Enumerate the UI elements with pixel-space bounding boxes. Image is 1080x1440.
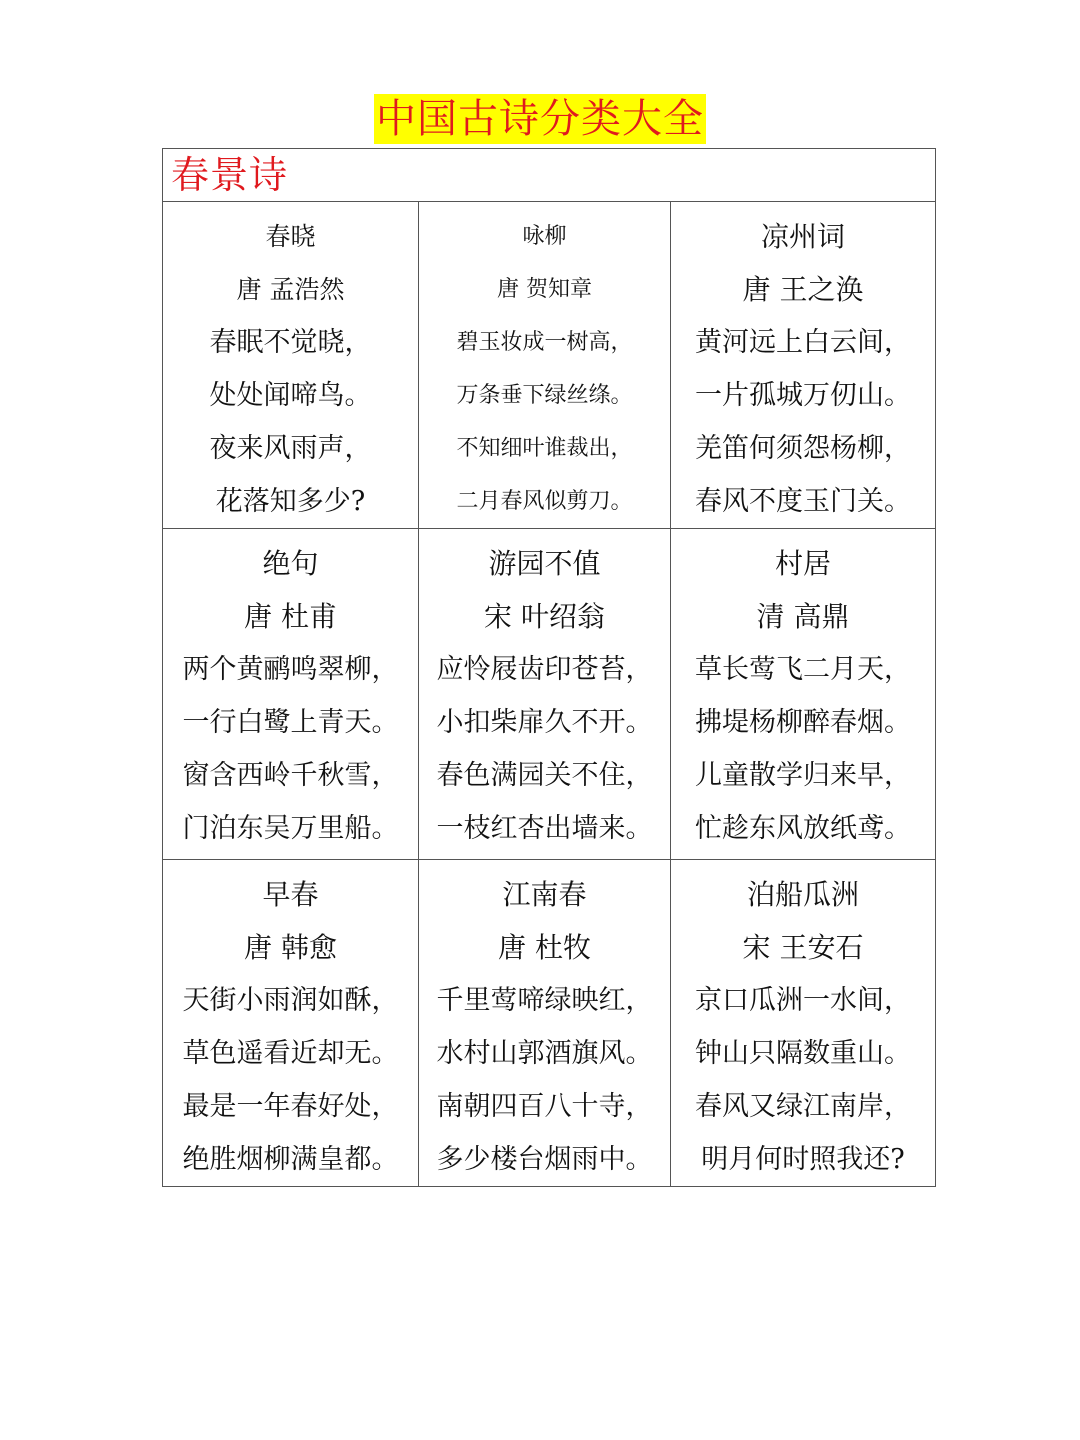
poem-line: 小扣柴扉久不开。 [436, 707, 653, 738]
poem-line: 草长莺飞二月天， [695, 654, 911, 685]
poem-author: 唐 杜甫 [244, 600, 337, 633]
poem-line: 窗含西岭千秋雪， [182, 760, 399, 791]
poem-author: 唐 孟浩然 [236, 275, 345, 304]
category-heading: 春景诗 [163, 149, 936, 202]
poem-line: 春风又绿江南岸， [695, 1091, 911, 1122]
poem-author: 唐 韩愈 [244, 931, 337, 964]
poem-author: 唐 贺知章 [497, 277, 592, 302]
poem-line: 钟山只隔数重山。 [695, 1038, 911, 1069]
poem-line: 碧玉妆成一树高， [456, 330, 633, 355]
poem-line: 应怜屐齿印苍苔， [436, 654, 653, 685]
poem-title: 江南春 [502, 878, 587, 911]
poem-line: 门泊东吴万里船。 [182, 813, 399, 844]
poem-row [163, 529, 936, 860]
poem-author: 宋 叶绍翁 [484, 600, 605, 633]
poem-line: 花落知多少? [215, 486, 366, 517]
title-wrap [0, 94, 1080, 144]
poem-cell-bochuanguazhou [671, 860, 936, 1187]
poem-row [163, 860, 936, 1187]
poem-line: 黄河远上白云间， [695, 327, 911, 358]
poem-line: 多少楼台烟雨中。 [436, 1144, 653, 1175]
poem-line: 绝胜烟柳满皇都。 [182, 1144, 399, 1175]
poem-title: 咏柳 [522, 224, 567, 249]
poem-cell-chunxiao [163, 202, 419, 529]
poem-cell-jueju [163, 529, 419, 860]
poem-table [162, 148, 936, 1187]
poem-line: 一片孤城万仞山。 [695, 380, 911, 411]
poem-line: 水村山郭酒旗风。 [436, 1038, 653, 1069]
poem-title: 游园不值 [488, 547, 601, 580]
poem-line: 一行白鹭上青天。 [182, 707, 399, 738]
poem-line: 不知细叶谁裁出， [456, 436, 633, 461]
poem-line: 处处闻啼鸟。 [209, 380, 372, 411]
poem-cell-yongliu [419, 202, 671, 529]
poem-line: 春眠不觉晓， [209, 327, 372, 358]
poem-line: 草色遥看近却无。 [182, 1038, 399, 1069]
poem-line: 羌笛何须怨杨柳， [695, 433, 911, 464]
poem-line: 二月春风似剪刀。 [456, 489, 633, 514]
poem-line: 明月何时照我还? [701, 1144, 905, 1175]
poem-title: 村居 [775, 547, 832, 580]
poem-line: 忙趁东风放纸鸢。 [695, 813, 911, 844]
category-row [163, 149, 936, 202]
poem-line: 春色满园关不住， [436, 760, 653, 791]
poem-author: 唐 王之涣 [742, 273, 864, 306]
poem-cell-liangzhouci [671, 202, 936, 529]
poem-cell-jiangnanchun [419, 860, 671, 1187]
poem-line: 千里莺啼绿映红， [436, 985, 653, 1016]
poem-title: 早春 [262, 878, 319, 911]
poem-title: 凉州词 [761, 220, 846, 253]
page-title: 中国古诗分类大全 [376, 96, 704, 142]
poem-row [163, 202, 936, 529]
poem-line: 最是一年春好处， [182, 1091, 399, 1122]
poem-line: 儿童散学归来早， [695, 760, 911, 791]
poem-author: 唐 杜牧 [498, 931, 591, 964]
poem-cell-zaochun [163, 860, 419, 1187]
poem-title: 春晓 [265, 222, 316, 251]
poem-cell-youyuanbuzhi [419, 529, 671, 860]
poem-line: 万条垂下绿丝绦。 [456, 383, 633, 408]
poem-line: 天街小雨润如酥， [182, 985, 399, 1016]
poem-author: 宋 王安石 [742, 931, 864, 964]
poem-title: 泊船瓜洲 [747, 878, 860, 911]
poem-line: 春风不度玉门关。 [695, 486, 911, 517]
poem-author: 清 高鼎 [756, 600, 850, 633]
poem-line: 夜来风雨声， [209, 433, 372, 464]
poem-line: 两个黄鹂鸣翠柳， [182, 654, 399, 685]
poem-line: 京口瓜洲一水间， [695, 985, 911, 1016]
poem-title: 绝句 [262, 547, 319, 580]
poem-cell-cunju [671, 529, 936, 860]
poem-line: 拂堤杨柳醉春烟。 [695, 707, 911, 738]
poem-line: 一枝红杏出墙来。 [436, 813, 653, 844]
poem-line: 南朝四百八十寺， [436, 1091, 653, 1122]
